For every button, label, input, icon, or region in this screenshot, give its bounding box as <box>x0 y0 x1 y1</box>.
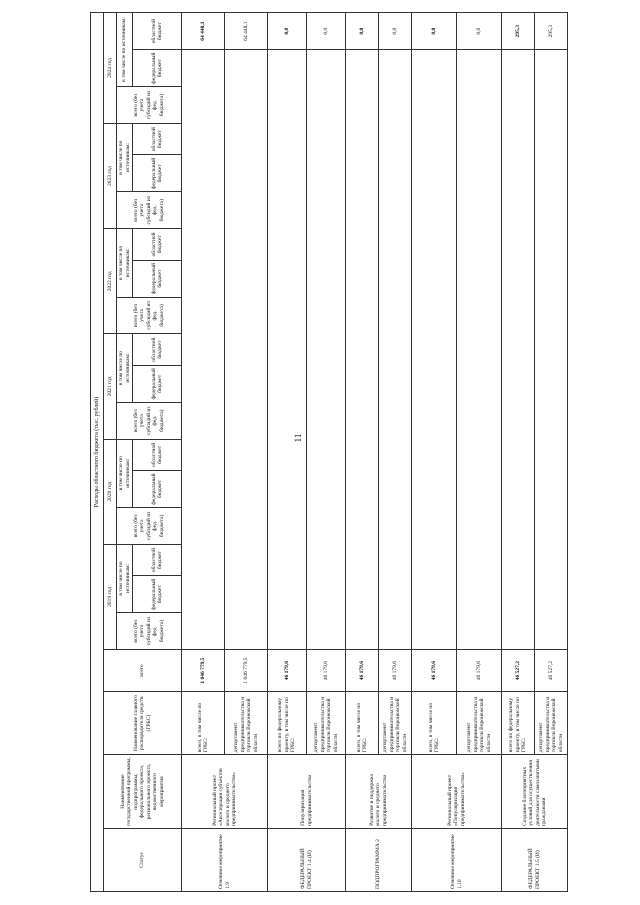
header-sub-vsego: всего (без учета субсидий из фед. бюджета) <box>117 507 182 544</box>
row-name: Популяризация предпринимательства <box>268 755 346 829</box>
header-year-2024: 2024 год <box>104 13 117 124</box>
row-grbs: департамент предпринимательства и торговли Воронежской области <box>379 692 412 755</box>
row-tail: 0,0 <box>379 13 412 50</box>
row-grbs: всего по федеральному проекту, в том числе по ГРБС: <box>268 692 307 755</box>
header-year-2021: 2021 год <box>104 334 117 439</box>
row-tail: 0,0 <box>346 13 379 50</box>
row-tail: 64 448,1 <box>225 13 268 50</box>
header-sub-vsego: всего (без учета субсидий из фед. бюджета) <box>117 613 182 650</box>
header-year-2022: 2022 год <box>104 229 117 334</box>
header-sub-incl: в том числе по источникам: <box>117 544 133 612</box>
header-grbs: Наименование главного распорядителя средств (ГРБС) <box>104 692 182 755</box>
row-total: 1 046 779,5 <box>182 650 225 692</box>
header-year-2023: 2023 год <box>104 123 117 228</box>
row-total: 46 179,6 <box>379 650 412 692</box>
header-fb: федеральный бюджет <box>133 155 182 192</box>
row-tail: 0,0 <box>457 13 502 50</box>
row-status: Основное мероприятие 1.9 <box>182 828 268 891</box>
header-sub-incl: в том числе по источникам: <box>117 229 133 297</box>
header-ob: областной бюджет <box>133 13 182 50</box>
header-fb: федеральный бюджет <box>133 471 182 508</box>
table-caption: Расходы областного бюджета (тыс. рублей) <box>91 13 104 892</box>
row-grbs: департамент предпринимательства и торговли Воронежской области <box>307 692 346 755</box>
row-total: 46 527,2 <box>535 650 568 692</box>
row-total: 1 046 779,5 <box>225 650 268 692</box>
header-total: всего <box>104 650 182 692</box>
row-grbs: департамент предпринимательства и торговли Воронежской области <box>457 692 502 755</box>
header-status: Статус <box>104 828 182 891</box>
row-tail: 0,0 <box>268 13 307 50</box>
header-fb: федеральный бюджет <box>133 50 182 87</box>
row-total: 46 527,2 <box>502 650 535 692</box>
budget-table <box>90 12 568 892</box>
row-name: Развитие и поддержка малого и среднего предпринимательства <box>346 755 412 829</box>
header-sub-incl: в том числе по источникам: <box>117 123 133 191</box>
rotated-table-container <box>90 12 590 892</box>
row-name: Региональный проект «Акселерация субъектов малого и среднего предпринимательства» <box>182 755 268 829</box>
row-tail: 295,3 <box>502 13 535 50</box>
row-total: 46 179,6 <box>307 650 346 692</box>
header-sub-vsego: всего (без учета субсидий из фед. бюджета) <box>117 297 182 334</box>
header-sub-incl: в том числе по источникам: <box>117 439 133 507</box>
row-tail: 0,0 <box>307 13 346 50</box>
header-ob: областной бюджет <box>133 334 182 366</box>
row-name: Создание благоприятных условий для осуществления деятельности самозанятыми гражданами <box>502 755 568 829</box>
header-fb: федеральный бюджет <box>133 260 182 297</box>
header-sub-vsego: всего (без учета субсидий из фед. бюджета) <box>117 192 182 229</box>
row-grbs: департамент предпринимательства и торговли Воронежской области <box>225 692 268 755</box>
header-sub-incl: в том числе по источникам: <box>117 334 133 402</box>
row-grbs: всего, в том числе по ГРБС: <box>182 692 225 755</box>
header-ob: областной бюджет <box>133 544 182 576</box>
row-grbs: департамент предпринимательства и торговли Воронежской области <box>535 692 568 755</box>
row-status: Основное мероприятие 1.10 <box>412 828 502 891</box>
header-year-2020: 2020 год <box>104 439 117 544</box>
row-tail: 64 448,1 <box>182 13 225 50</box>
row-total: 46 179,6 <box>346 650 379 692</box>
header-sub-vsego: всего (без учета субсидий из фед. бюджета) <box>117 402 182 439</box>
row-status: ПОДПРОГРАММА 2 <box>346 828 412 891</box>
row-status: ФЕДЕРАЛЬНЫЙ ПРОЕКТ 1.4 (И) <box>268 828 346 891</box>
header-year-2019: 2019 год <box>104 544 117 649</box>
row-total: 46 179,6 <box>457 650 502 692</box>
row-tail: 295,3 <box>535 13 568 50</box>
row-grbs: всего по федеральному проекту, в том числе по ГРБС: <box>502 692 535 755</box>
row-grbs: всего, в том числе по ГРБС: <box>346 692 379 755</box>
page-number: 11 <box>293 433 303 443</box>
row-status: ФЕДЕРАЛЬНЫЙ ПРОЕКТ 1.5 (И) <box>502 828 568 891</box>
header-fb: федеральный бюджет <box>133 365 182 402</box>
header-program: Наименование государственной программы, подпрограммы, федерального проекта, регионального проекта, ведомственного мероприятия <box>104 755 182 829</box>
header-fb: федеральный бюджет <box>133 576 182 613</box>
row-total: 46 179,6 <box>268 650 307 692</box>
header-ob: областной бюджет <box>133 439 182 471</box>
row-grbs: всего, в том числе по ГРБС: <box>412 692 457 755</box>
header-sub-vsego: всего (без учета субсидий из фед. бюджета) <box>117 87 182 124</box>
row-name: Региональный проект «Популяризация предпринимательства» <box>412 755 502 829</box>
row-total: 46 179,6 <box>412 650 457 692</box>
header-ob: областной бюджет <box>133 123 182 155</box>
header-ob: областной бюджет <box>133 229 182 261</box>
row-tail: 0,0 <box>412 13 457 50</box>
header-sub-incl: в том числе по источникам: <box>117 13 133 87</box>
